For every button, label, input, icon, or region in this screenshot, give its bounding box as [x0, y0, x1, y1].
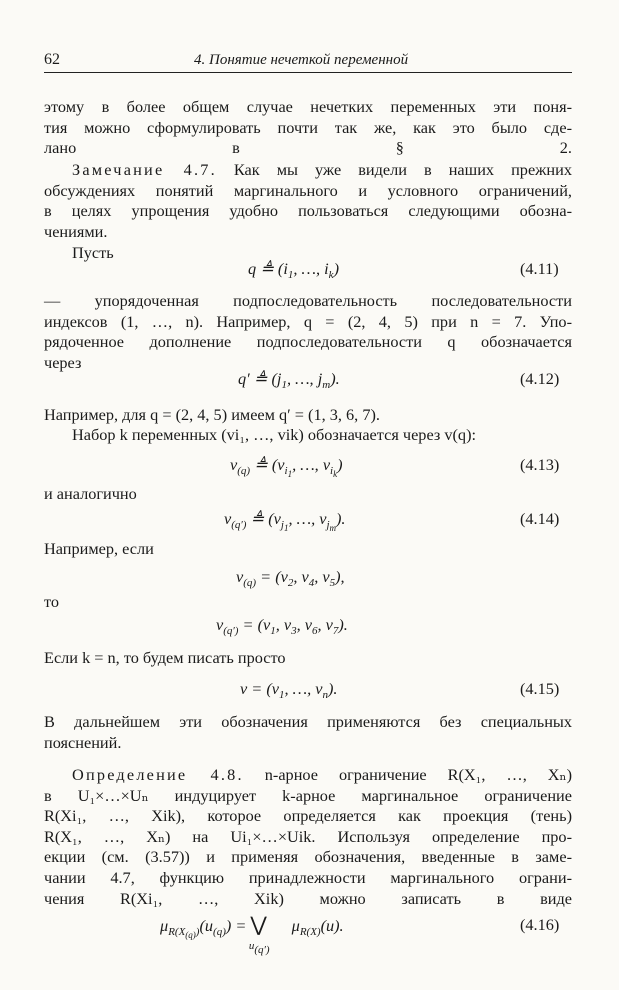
- equation-vq-prime: $v_{(q')} = (v_1$, $v_3$, $v_6$, $v_7$).: [216, 615, 348, 637]
- definition-4-8: Определение 4.8. n-арное ограничение R(X₁, …, Xₙ) в U₁×…×Uₙ индуцирует k-арное маргинальное ограничение R(Xi₁, …, Xik), которое определяется как проекция (тень) R(X₁, …, Xₙ) на Ui₁×…×Uik. Используя определение про- екции (см. (3.57)) и применяя обозначения, введенные в заме- чании 4.7, функцию принадлежности маргинального ограни- чения R(Xi₁, …, Xik) можно записать в виде: [44, 765, 572, 908]
- intro-paragraph: этому в более общем случае нечетких переменных эти поня- тия можно сформулировать почти так же, как это было сде- лано в § 2.: [44, 97, 572, 158]
- nabor-text: Набор k переменных (vi₁, …, vik) обозначается через v(q):: [72, 425, 477, 444]
- running-header: [44, 50, 572, 73]
- eq-number-4-13: (4.13): [520, 455, 560, 474]
- equation-4-12: q′ ≜ ($j_1$, …, $j_m$).: [238, 369, 340, 391]
- equation-vq: $v_{(q)} = (v_2$, $v_4$, $v_5$),: [236, 567, 345, 589]
- remark-4-7: Замечание 4.7. Как мы уже видели в наших прежних обсуждениях понятий маргинального и условного ограничений, в целях упрощения удобно пользоваться следующими обозна- чениями.: [44, 160, 572, 241]
- pust-label: Пусть: [72, 243, 114, 262]
- analog-text: и аналогично: [44, 484, 137, 503]
- remark-label: Замечание 4.7.: [72, 160, 217, 179]
- equation-4-14: $v_{(q')}$ ≜ ($v_{j_1}$, …, $v_{j_m}$).: [224, 509, 346, 533]
- equation-4-15: $v = (v_1$, …, $v_n$).: [240, 679, 338, 701]
- equation-4-16: $\mu_{R(X_{(q)})}(u_{(q)})$ = $⋁_{u_{(q')}}$ $\mu_{R(X)}(u)$.: [160, 914, 344, 956]
- eq-number-4-12: (4.12): [520, 369, 560, 388]
- chapter-title: 4. Понятие нечеткой переменной: [194, 52, 409, 68]
- example-2: Например, если: [44, 539, 154, 558]
- equation-4-13: $v_{(q)}$ ≜ ($v_{i_1}$, …, $v_{i_k}$): [230, 455, 343, 479]
- to-text: то: [44, 592, 60, 611]
- definition-label: Определение 4.8.: [72, 765, 244, 784]
- final-paragraph: В дальнейшем эти обозначения применяются без специальных пояснений.: [44, 712, 572, 752]
- esli-text: Если k = n, то будем писать просто: [44, 648, 286, 667]
- equation-4-11: q ≜ ($i_1$, …, $i_k$): [248, 259, 339, 281]
- eq-number-4-11: (4.11): [520, 259, 559, 278]
- eq-number-4-15: (4.15): [520, 679, 560, 698]
- eq-number-4-16: (4.16): [520, 915, 560, 934]
- example-1: Например, для q = (2, 4, 5) имеем q′ = (1, 3, 6, 7).: [44, 405, 380, 424]
- eq-number-4-14: (4.14): [520, 509, 560, 528]
- page-number: 62: [44, 51, 60, 68]
- subsequence-paragraph: — упорядоченная подпоследовательность последовательности индексов (1, …, n). Например, q = (2, 4, 5) при n = 7. Упо- рядоченное дополнение подпоследовательности q обозначается через: [44, 291, 572, 372]
